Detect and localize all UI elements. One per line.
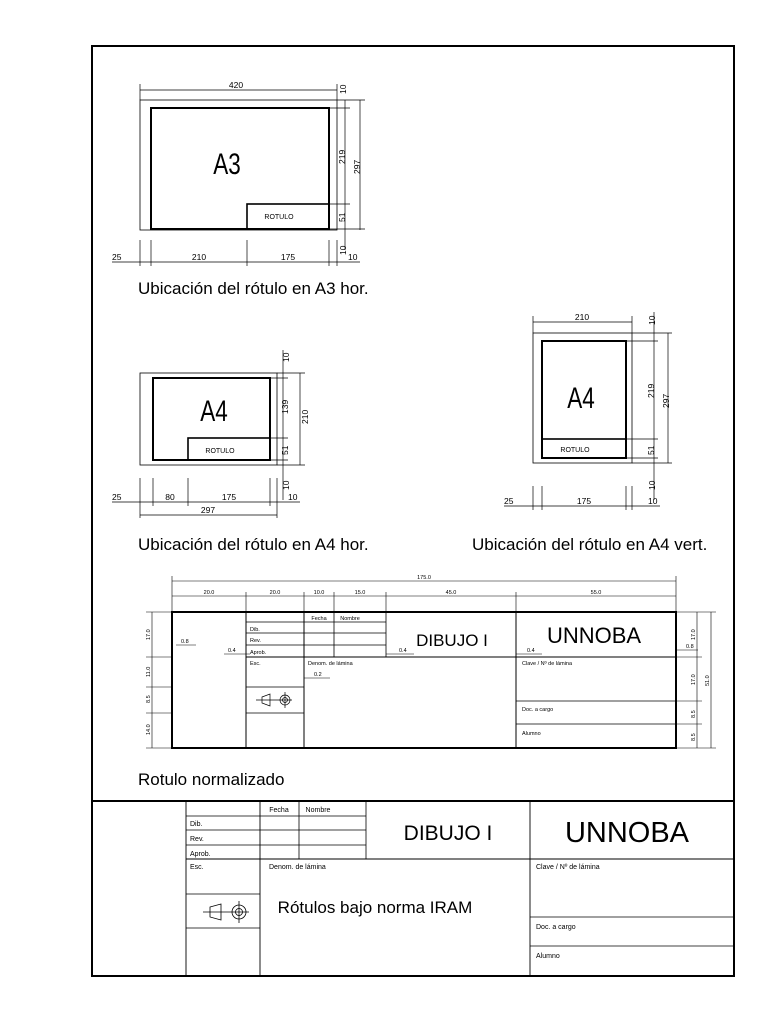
norm-thickness: 0.8 — [181, 639, 189, 645]
a4h-dim-right-margin: 10 — [288, 492, 298, 502]
norm-thickness: 0.4 — [228, 648, 236, 654]
a3-dim-rot-h: 51 — [337, 212, 347, 222]
norm-thickness: 0.4 — [399, 648, 407, 654]
norm-right-height: 8.5 — [691, 733, 697, 741]
a4v-dim-sheet-h: 297 — [661, 393, 671, 408]
a3-dim-sheet-h: 297 — [352, 159, 362, 174]
norm-fecha-label: Fecha — [311, 616, 327, 622]
tb-denom-label: Denom. de lámina — [269, 864, 326, 871]
norm-total-width: 175.0 — [417, 575, 431, 581]
a4h-dim-rot-h: 51 — [280, 445, 290, 455]
tb-doc-label: Doc. a cargo — [536, 924, 576, 931]
a3-dim-rot-w: 175 — [280, 252, 296, 262]
a4v-sheet-label: A4 — [567, 380, 595, 415]
norm-total-height: 51.0 — [705, 675, 711, 686]
a4v-dim-width: 210 — [574, 312, 590, 322]
projection-symbol-icon — [256, 692, 292, 708]
norm-thickness: 0.2 — [314, 672, 322, 678]
norm-esc-label: Esc. — [250, 661, 261, 667]
tb-dib-label: Dib. — [190, 821, 203, 828]
a4h-rotulo-label: ROTULO — [205, 448, 235, 455]
a4h-dim-left-part: 80 — [165, 492, 175, 502]
a4v-dim-rot-h: 51 — [646, 445, 656, 455]
norm-nombre-label: Nombre — [340, 616, 360, 622]
norm-clave-label: Clave / Nº de lámina — [522, 661, 573, 667]
norm-title: DIBUJO I — [416, 631, 488, 650]
a4v-rotulo-label: ROTULO — [560, 447, 590, 454]
norm-col-width: 10.0 — [313, 590, 325, 596]
a3-dim-top: 10 — [338, 84, 348, 94]
tb-clave-label: Clave / Nº de lámina — [536, 864, 600, 871]
norm-col-width: 20.0 — [269, 590, 281, 596]
a3-dim-right-margin: 10 — [348, 252, 358, 262]
tb-esc-label: Esc. — [190, 864, 204, 871]
tb-fecha-label: Fecha — [269, 807, 289, 814]
norm-right-height: 8.5 — [691, 710, 697, 718]
a4h-dim-bottom-right: 10 — [281, 480, 291, 490]
norm-right-height: 17.0 — [691, 674, 697, 685]
norm-left-height: 17.0 — [146, 629, 152, 640]
a3-drawing — [112, 80, 369, 298]
tb-org: UNNOBA — [564, 817, 690, 849]
norm-doc-label: Doc. a cargo — [522, 707, 554, 713]
a3-dim-width: 420 — [228, 80, 244, 90]
tb-alumno-label: Alumno — [536, 953, 560, 960]
norm-col-width: 20.0 — [203, 590, 215, 596]
a4h-dim-inner-h: 139 — [280, 399, 290, 414]
norm-caption: Rotulo normalizado — [138, 770, 285, 789]
norm-left-height: 14.0 — [146, 724, 152, 735]
norm-thickness: 0.4 — [527, 648, 535, 654]
a4h-caption: Ubicación del rótulo en A4 hor. — [138, 535, 369, 554]
a4v-dim-top: 10 — [647, 315, 657, 325]
norm-col-width: 55.0 — [590, 590, 602, 596]
norm-left-height: 8.5 — [146, 695, 152, 703]
a4v-dim-rot-w: 175 — [576, 496, 592, 506]
a4h-dim-left-margin: 25 — [112, 492, 122, 502]
a4h-sheet-label: A4 — [200, 393, 228, 428]
norm-thickness: 0.8 — [686, 644, 694, 650]
norm-dib-label: Dib. — [250, 627, 260, 633]
norm-alumno-label: Alumno — [522, 731, 541, 737]
a4h-dim-top: 10 — [281, 352, 291, 362]
a4v-dim-inner-h: 219 — [646, 383, 656, 398]
a3-dim-inner-h: 219 — [337, 149, 347, 164]
norm-denom-label: Denom. de lámina — [308, 661, 353, 667]
a4v-dim-bottom-right: 10 — [647, 480, 657, 490]
norm-rev-label: Rev. — [250, 638, 261, 644]
tb-sheet-name: Rótulos bajo norma IRAM — [277, 898, 473, 917]
norm-org: UNNOBA — [546, 623, 642, 648]
a4h-dim-rot-w: 175 — [221, 492, 237, 502]
a4v-drawing — [472, 312, 707, 554]
tb-rev-label: Rev. — [190, 836, 204, 843]
a4v-dim-right-margin: 10 — [648, 496, 658, 506]
norm-left-height: 11.0 — [146, 666, 152, 677]
norm-aprob-label: Aprob. — [250, 650, 267, 656]
tb-nombre-label: Nombre — [305, 807, 331, 814]
normalized-rotulo-diagram — [138, 575, 716, 789]
a3-dim-left-margin: 25 — [112, 252, 122, 262]
norm-col-width: 45.0 — [445, 590, 457, 596]
a4v-caption: Ubicación del rótulo en A4 vert. — [472, 535, 708, 554]
a3-dim-left-part: 210 — [191, 252, 207, 262]
norm-col-width: 15.0 — [354, 590, 366, 596]
a4h-drawing — [112, 350, 369, 554]
a3-rotulo-label: ROTULO — [264, 214, 294, 221]
tb-title: DIBUJO I — [403, 822, 493, 845]
a4h-dim-sheet-h: 210 — [300, 409, 310, 424]
tb-projection-symbol-icon — [203, 901, 249, 923]
a4h-dim-sheet-w: 297 — [200, 505, 216, 515]
a3-sheet-label: A3 — [213, 146, 241, 181]
a4v-dim-left-margin: 25 — [504, 496, 514, 506]
tb-aprob-label: Aprob. — [190, 851, 211, 858]
norm-right-height: 17.0 — [691, 629, 697, 640]
a3-caption: Ubicación del rótulo en A3 hor. — [138, 279, 369, 298]
title-block — [186, 801, 734, 976]
a3-dim-bottom-right: 10 — [338, 245, 348, 255]
